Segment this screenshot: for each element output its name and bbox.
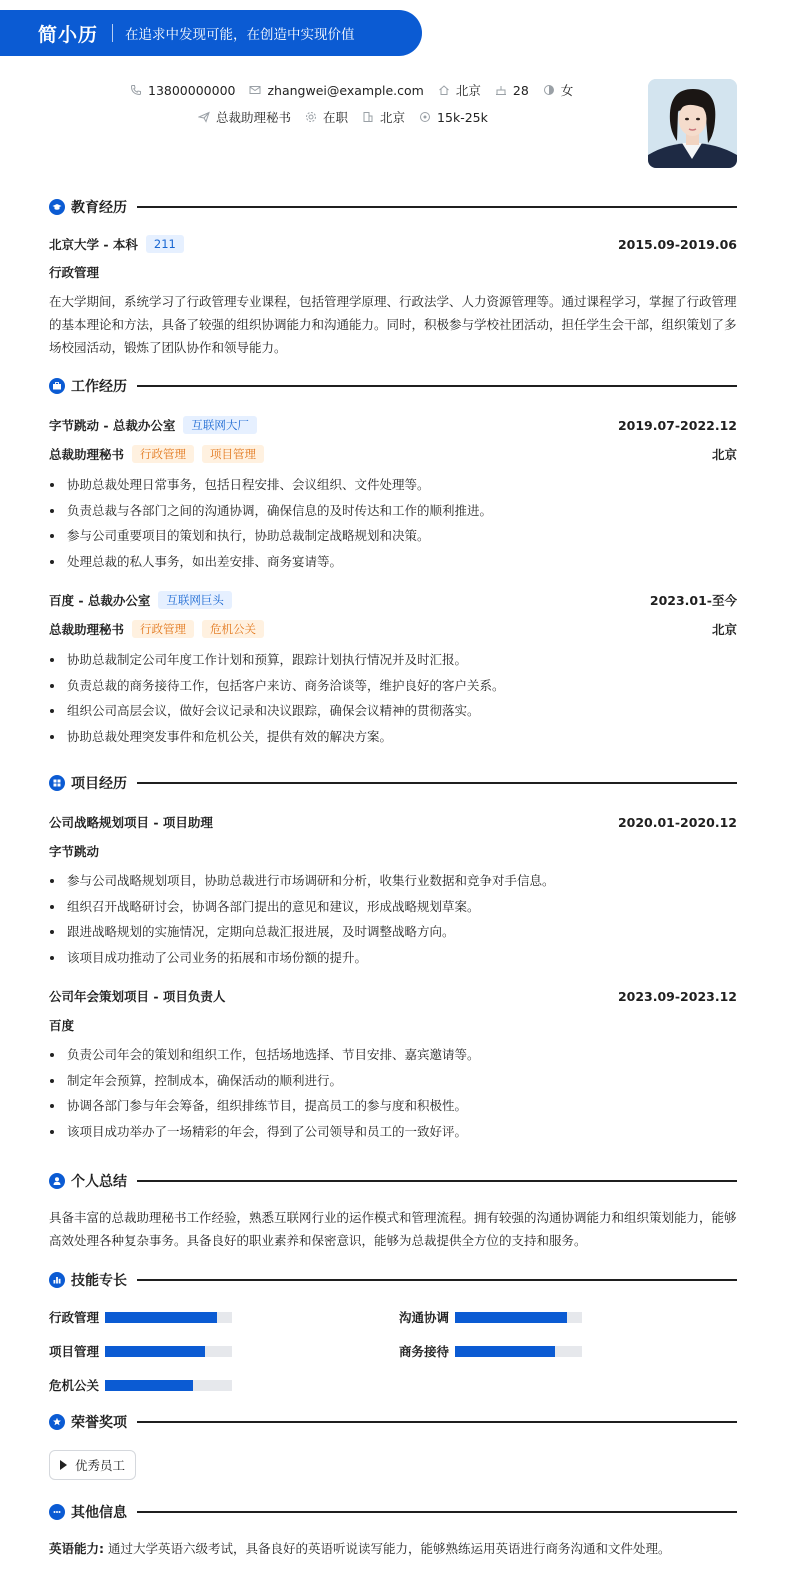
work-role-row bbox=[49, 619, 737, 639]
section-divider bbox=[137, 1279, 737, 1281]
other-info bbox=[49, 1539, 671, 1557]
work-company-row bbox=[49, 590, 737, 610]
list-item: 负责总裁与各部门之间的沟通协调，确保信息的及时传达和工作的顺利推进。 bbox=[49, 498, 737, 524]
skill-bar bbox=[105, 1380, 232, 1391]
send-icon bbox=[198, 111, 210, 123]
section-project-header bbox=[49, 773, 737, 793]
list-item: 协助总裁处理日常事务，包括日程安排、会议组织、文件处理等。 bbox=[49, 472, 737, 498]
skill-bar-fill bbox=[455, 1346, 555, 1357]
honor-label: 优秀员工 bbox=[75, 1458, 126, 1473]
summary-text: 具备丰富的总裁助理秘书工作经验，熟悉互联网行业的运作模式和管理流程。拥有较强的沟通协调能力和组织策划能力，能够高效处理各种复杂事务。具备良好的职业素养和保密意识，能够为总裁提供全方位的支持和服务。 bbox=[49, 1210, 737, 1248]
section-title: 荣誉奖项 bbox=[71, 1415, 127, 1431]
list-item: 该项目成功推动了公司业务的拓展和市场份额的提升。 bbox=[49, 945, 737, 971]
list-item: 参与公司重要项目的策划和执行，协助总裁制定战略规划和决策。 bbox=[49, 523, 737, 549]
role-tag: 行政管理 bbox=[132, 620, 194, 638]
gender-icon bbox=[543, 84, 555, 96]
skill-name: 项目管理 bbox=[49, 1344, 100, 1359]
phone-icon bbox=[130, 84, 142, 96]
skill-bar-fill bbox=[105, 1346, 205, 1357]
skill-item bbox=[49, 1376, 232, 1394]
coin-icon bbox=[419, 111, 431, 123]
home-icon bbox=[438, 84, 450, 96]
major-name: 行政管理 bbox=[49, 265, 100, 280]
job-item bbox=[198, 108, 291, 126]
section-summary-header bbox=[49, 1171, 737, 1191]
work-role-row bbox=[49, 444, 737, 464]
project-org: 字节跳动 bbox=[49, 844, 100, 859]
other-label: 英语能力: bbox=[49, 1541, 104, 1556]
skill-item bbox=[49, 1308, 232, 1326]
project-org-row bbox=[49, 841, 737, 861]
section-education-header bbox=[49, 197, 737, 217]
skill-name: 商务接待 bbox=[399, 1344, 450, 1359]
list-item: 负责总裁的商务接待工作，包括客户来访、商务洽谈等，维护良好的客户关系。 bbox=[49, 673, 737, 699]
settings-icon bbox=[305, 111, 317, 123]
work-city: 北京 bbox=[711, 622, 737, 637]
slogan: 在追求中发现可能，在创造中实现价值 bbox=[125, 27, 355, 43]
section-other-header bbox=[49, 1502, 737, 1522]
list-item: 该项目成功举办了一场精彩的年会，得到了公司领导和员工的一致好评。 bbox=[49, 1119, 737, 1145]
work-company-row bbox=[49, 415, 737, 435]
skill-name: 危机公关 bbox=[49, 1378, 100, 1393]
cake-icon bbox=[495, 84, 507, 96]
mail-icon bbox=[249, 84, 261, 96]
section-honors-header bbox=[49, 1412, 737, 1432]
project-tasks-list bbox=[49, 868, 737, 970]
company-tag: 互联网巨头 bbox=[158, 591, 232, 609]
salary-text: 15k-25k bbox=[437, 109, 488, 125]
section-title: 技能专长 bbox=[71, 1273, 127, 1289]
banner-divider bbox=[112, 24, 113, 42]
info-icon bbox=[49, 1504, 65, 1520]
skill-bar bbox=[105, 1312, 232, 1323]
skill-bar-fill bbox=[105, 1312, 217, 1323]
building-icon bbox=[362, 111, 374, 123]
list-item: 协调各部门参与年会筹备，组织排练节目，提高员工的参与度和积极性。 bbox=[49, 1093, 737, 1119]
education-date: 2015.09-2019.06 bbox=[617, 236, 737, 252]
project-org: 百度 bbox=[49, 1018, 75, 1033]
skill-item bbox=[49, 1342, 232, 1360]
work-city: 北京 bbox=[711, 447, 737, 462]
list-item: 协助总裁处理突发事件和危机公关，提供有效的解决方案。 bbox=[49, 724, 737, 750]
contact-row-2 bbox=[198, 108, 502, 126]
phone-item bbox=[130, 83, 235, 98]
email-text: zhangwei@example.com bbox=[267, 82, 424, 98]
salary-item bbox=[419, 110, 488, 125]
education-description: 在大学期间，系统学习了行政管理专业课程，包括管理学原理、行政法学、人力资源管理等。通过课程学习，掌握了行政管理的基本理论和方法，具备了较强的组织协调能力和沟通能力。同时，积极参与学校社团活动，担任学生会干部，组织策划了多场校园活动，锻炼了团队协作和领导能力。 bbox=[49, 294, 737, 355]
phone-text: 13800000000 bbox=[148, 82, 236, 98]
section-divider bbox=[137, 782, 737, 784]
role-tag: 行政管理 bbox=[132, 445, 194, 463]
section-divider bbox=[137, 206, 737, 208]
list-item: 参与公司战略规划项目，协助总裁进行市场调研和分析，收集行业数据和竞争对手信息。 bbox=[49, 868, 737, 894]
role-name: 总裁助理秘书 bbox=[49, 447, 125, 462]
section-skills-header bbox=[49, 1270, 737, 1290]
profile-photo bbox=[648, 79, 737, 168]
gender-text: 女 bbox=[560, 83, 574, 98]
role-tag: 项目管理 bbox=[202, 445, 264, 463]
education-major-row bbox=[49, 262, 737, 282]
school-tag: 211 bbox=[146, 235, 184, 253]
company-tag: 互联网大厂 bbox=[183, 416, 257, 434]
project-date: 2020.01-2020.12 bbox=[617, 814, 737, 830]
list-item: 协助总裁制定公司年度工作计划和预算，跟踪计划执行情况并及时汇报。 bbox=[49, 647, 737, 673]
gender-item bbox=[543, 81, 574, 99]
list-item: 组织召开战略研讨会，协调各部门提出的意见和建议，形成战略规划草案。 bbox=[49, 894, 737, 920]
skill-bar bbox=[455, 1312, 582, 1323]
grid-icon bbox=[49, 775, 65, 791]
skill-item bbox=[399, 1308, 582, 1326]
section-divider bbox=[137, 1511, 737, 1513]
user-icon bbox=[49, 1173, 65, 1189]
list-item: 组织公司高层会议，做好会议记录和决议跟踪，确保会议精神的贯彻落实。 bbox=[49, 698, 737, 724]
age-item bbox=[495, 83, 529, 98]
city-item bbox=[362, 108, 405, 126]
list-item: 负责公司年会的策划和组织工作，包括场地选择、节目安排、嘉宾邀请等。 bbox=[49, 1042, 737, 1068]
skill-name: 行政管理 bbox=[49, 1310, 100, 1325]
skill-bar bbox=[105, 1346, 232, 1357]
briefcase-icon bbox=[49, 378, 65, 394]
skill-name: 沟通协调 bbox=[399, 1310, 450, 1325]
work-date: 2019.07-2022.12 bbox=[617, 417, 737, 433]
city-text: 北京 bbox=[380, 110, 406, 125]
job-text: 总裁助理秘书 bbox=[216, 110, 292, 125]
list-item: 处理总裁的私人事务，如出差安排、商务宴请等。 bbox=[49, 549, 737, 575]
school-name: 北京大学 - 本科 bbox=[49, 237, 138, 252]
project-tasks-list bbox=[49, 1042, 737, 1144]
education-row bbox=[49, 234, 737, 254]
graduation-cap-icon bbox=[49, 199, 65, 215]
section-title: 其他信息 bbox=[71, 1505, 127, 1521]
project-name: 公司年会策划项目 - 项目负责人 bbox=[49, 989, 226, 1004]
brand-name: 简小历 bbox=[38, 23, 99, 46]
project-name: 公司战略规划项目 - 项目助理 bbox=[49, 815, 213, 830]
status-item bbox=[305, 108, 348, 126]
location-item bbox=[438, 81, 481, 99]
other-text: 通过大学英语六级考试，具备良好的英语听说读写能力，能够熟练运用英语进行商务沟通和文件处理。 bbox=[107, 1541, 671, 1556]
role-name: 总裁助理秘书 bbox=[49, 622, 125, 637]
skill-bar-fill bbox=[455, 1312, 567, 1323]
company-name: 百度 - 总裁办公室 bbox=[49, 593, 151, 608]
skill-item bbox=[399, 1342, 582, 1360]
status-text: 在职 bbox=[323, 110, 349, 125]
list-item: 制定年会预算，控制成本，确保活动的顺利进行。 bbox=[49, 1068, 737, 1094]
role-tag: 危机公关 bbox=[202, 620, 264, 638]
project-row bbox=[49, 812, 737, 832]
contact-row-1 bbox=[130, 81, 587, 99]
section-title: 工作经历 bbox=[71, 379, 127, 395]
work-duties-list bbox=[49, 647, 737, 749]
company-name: 字节跳动 - 总裁办公室 bbox=[49, 418, 176, 433]
bar-chart-icon bbox=[49, 1272, 65, 1288]
header-banner bbox=[0, 10, 422, 56]
section-divider bbox=[137, 1421, 737, 1423]
skill-bar bbox=[455, 1346, 582, 1357]
section-divider bbox=[137, 385, 737, 387]
honor-badge bbox=[49, 1450, 136, 1480]
section-title: 个人总结 bbox=[71, 1174, 127, 1190]
project-org-row bbox=[49, 1015, 737, 1035]
play-icon bbox=[60, 1460, 67, 1470]
medal-icon bbox=[49, 1414, 65, 1430]
project-row bbox=[49, 986, 737, 1006]
email-item bbox=[249, 83, 423, 98]
section-divider bbox=[137, 1180, 737, 1182]
age-text: 28 bbox=[512, 82, 529, 98]
skill-bar-fill bbox=[105, 1380, 193, 1391]
section-title: 项目经历 bbox=[71, 776, 127, 792]
list-item: 跟进战略规划的实施情况，定期向总裁汇报进展，及时调整战略方向。 bbox=[49, 919, 737, 945]
section-title: 教育经历 bbox=[71, 200, 127, 216]
work-duties-list bbox=[49, 472, 737, 574]
project-date: 2023.09-2023.12 bbox=[617, 988, 737, 1004]
section-work-header bbox=[49, 376, 737, 396]
location-text: 北京 bbox=[455, 83, 481, 98]
work-date: 2023.01-至今 bbox=[649, 593, 737, 608]
